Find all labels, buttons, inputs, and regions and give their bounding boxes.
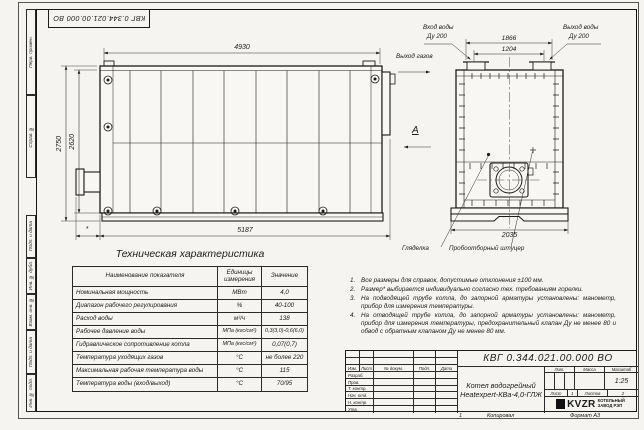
water-inlet-label: Вход воды (423, 24, 454, 31)
spec-cell: °С (218, 352, 262, 365)
side-view-linework (76, 61, 395, 221)
tb-cell (374, 372, 414, 379)
tb-mass-label: Масса (575, 367, 605, 373)
water-outlet-label: Выход воды (563, 24, 599, 31)
spec-cell: м³/ч (218, 313, 262, 326)
tb-cell (374, 399, 414, 406)
tb-lit-label: Лит. (545, 367, 575, 373)
note-item: 2. Размер* выбирается индивидуально согласно тех. требованиям горелки. (350, 286, 584, 294)
tb-row-tkontr: Т. контр. (346, 386, 374, 392)
tb-sheet-value: 1 (568, 390, 578, 397)
tb-sheet-label: Лист (545, 390, 568, 397)
tb-cell (414, 358, 436, 365)
dim-flange-span: 1866 (501, 34, 517, 42)
tb-cell (360, 351, 374, 358)
tb-cell (414, 379, 436, 386)
spec-cell: Номинальная мощность (73, 287, 218, 300)
dim-length-top: 4930 (234, 44, 250, 51)
stamp-label: Подп. и дата (28, 221, 34, 252)
tb-cell (346, 351, 360, 358)
tb-cell (414, 392, 436, 399)
dim-end-width: 2035 (501, 231, 518, 239)
spec-cell: 0,3(3,0)-0,6(6,0) (262, 326, 307, 339)
water-inlet-dn: Ду 200 (427, 33, 447, 40)
gas-outlet-label: Выход газов (396, 53, 433, 60)
tb-cell (436, 358, 458, 365)
tb-cell (414, 399, 436, 406)
spec-cell: 40-100 (262, 300, 307, 313)
tb-cell (545, 373, 555, 390)
tb-cell (414, 406, 436, 413)
spec-table (72, 266, 308, 392)
tb-cell (374, 358, 414, 365)
tb-cell (565, 373, 575, 390)
dim-length-bottom: 5187 (237, 227, 253, 234)
tb-mass-value (575, 373, 605, 390)
tb-col-dokum: № докум. (374, 365, 414, 372)
dim-flange-centers: 1204 (501, 45, 517, 53)
doc-number-top: КВГ 0.344.021.00.000 ВО (52, 14, 146, 23)
bottom-sheet-num: 1 (459, 413, 463, 419)
dim-height-outer: 2750 (56, 135, 64, 152)
dim-height-inner: 2620 (69, 133, 77, 150)
spec-cell: 0,07(0,7) (262, 339, 307, 352)
spec-header-name: Наименование показателя (73, 267, 218, 287)
spec-cell: 4,0 (262, 287, 307, 300)
spec-table-title: Техническая характеристика (115, 248, 265, 260)
tb-row-nkontr: Н. контр. (346, 399, 374, 406)
tb-col-data: Дата (436, 365, 458, 372)
spec-cell: Расход воды (73, 313, 218, 326)
tb-cell (436, 399, 458, 406)
spec-cell: °С (218, 365, 262, 378)
tb-cell (436, 372, 458, 379)
tb-col-list: Лист (360, 365, 373, 371)
notes-list (350, 277, 616, 337)
stamp-label: Подп. и дата (28, 336, 34, 368)
stamp-label: Инв. № подл. (28, 378, 34, 408)
tb-row-nachotd: Нач. отд. (346, 392, 374, 399)
tb-doc-number: КВГ 0.344.021.00.000 ВО (458, 351, 638, 367)
tb-row-utv: Утв. (346, 406, 374, 413)
product-name-line1: Котел водогрейный (466, 381, 536, 390)
tb-sheets-label: Листов (578, 390, 608, 397)
spec-header-units: Единицы измерения (218, 267, 262, 287)
spec-cell: 138 (262, 313, 307, 326)
tb-cell (374, 392, 414, 399)
tb-cell (436, 392, 458, 399)
title-block (345, 350, 637, 412)
format-label: Формат А3 (570, 413, 601, 419)
tb-cell (436, 406, 458, 413)
tb-cell (374, 406, 414, 413)
spec-cell: Диапазон рабочего регулирования (73, 300, 218, 313)
tb-sheets-value: 2 (608, 390, 638, 397)
water-outlet-dn: Ду 200 (569, 33, 589, 40)
product-name-line2: Heatexpert-КВа-4,0-ГЛЖ (460, 390, 542, 399)
stamp-label: Справ. № (28, 125, 34, 148)
tb-scale-value: 1:25 (605, 373, 638, 390)
tb-col-izm: Изм. (346, 365, 360, 372)
spec-cell: не более 220 (262, 352, 307, 365)
view-a-label: А (412, 125, 419, 136)
spec-cell: МПа (кгс/см²) (218, 339, 262, 352)
tb-cell (374, 379, 414, 386)
dim-burner-asterisk: * (85, 226, 89, 233)
kvzr-logo-text: KVZR (567, 398, 596, 410)
stamp-label: Перв. примен. (28, 36, 34, 68)
kvzr-logo-icon (556, 399, 565, 409)
tb-cell (555, 373, 565, 390)
tb-cell (346, 358, 360, 365)
spec-cell: 115 (262, 365, 307, 378)
sampling-port-label: Пробоотборный штуцер (449, 245, 525, 252)
spec-header-value: Значение (262, 267, 307, 287)
copied-label: Копировал (487, 413, 515, 419)
tb-cell (374, 351, 414, 358)
spec-cell: °С (218, 378, 262, 391)
company-name: КОТЕЛЬНЫЙ ЗАВОД РЭП (597, 398, 625, 409)
tb-scale-label: Масштаб (605, 367, 638, 373)
tb-cell (360, 358, 374, 365)
spec-cell: Гидравлическое сопротивление котла (73, 339, 218, 352)
company-logo-cell (545, 397, 636, 412)
tb-row-razrab: Разраб. (346, 372, 374, 379)
note-item: 1. Все размеры для справок, допустимые отклонения ±100 мм. (350, 277, 544, 284)
tb-row-prov: Пров. (346, 379, 374, 386)
tb-col-podp: Подп. (414, 365, 436, 372)
tb-product-name (458, 367, 545, 413)
tb-cell (436, 379, 458, 386)
spec-cell: МВт (218, 287, 262, 300)
stamp-label: Инв. № дубл. (28, 261, 34, 291)
spec-cell: Максимальная рабочая температура воды (73, 365, 218, 378)
note-item: 4. На отводящей трубе котла, до запорной арматуры установлены: манометр, прибор для измерения температуры, предохранительный клапан Ду не менее 80 и обвод с обратным клапаном Ду не менее 80 мм. (350, 312, 616, 335)
spec-cell: 70/95 (276, 380, 293, 388)
tb-cell (414, 372, 436, 379)
stamp-label: Взам. инв. № (28, 297, 34, 327)
spec-cell: Рабочее давление воды (73, 326, 218, 339)
spec-cell: % (218, 300, 262, 313)
tb-cell (414, 351, 436, 358)
spec-cell: Температура уходящих газов (73, 352, 218, 365)
spec-cell: Температура воды (вход/выход) (73, 378, 218, 391)
tb-cell (436, 351, 458, 358)
note-item: 3. На подводящей трубе котла, до запорной арматуры установлены: манометр, прибор для измерения температуры. (350, 295, 616, 311)
sight-glass-label: Гляделка (402, 245, 429, 252)
spec-cell: МПа (кгс/см²) (218, 326, 262, 339)
